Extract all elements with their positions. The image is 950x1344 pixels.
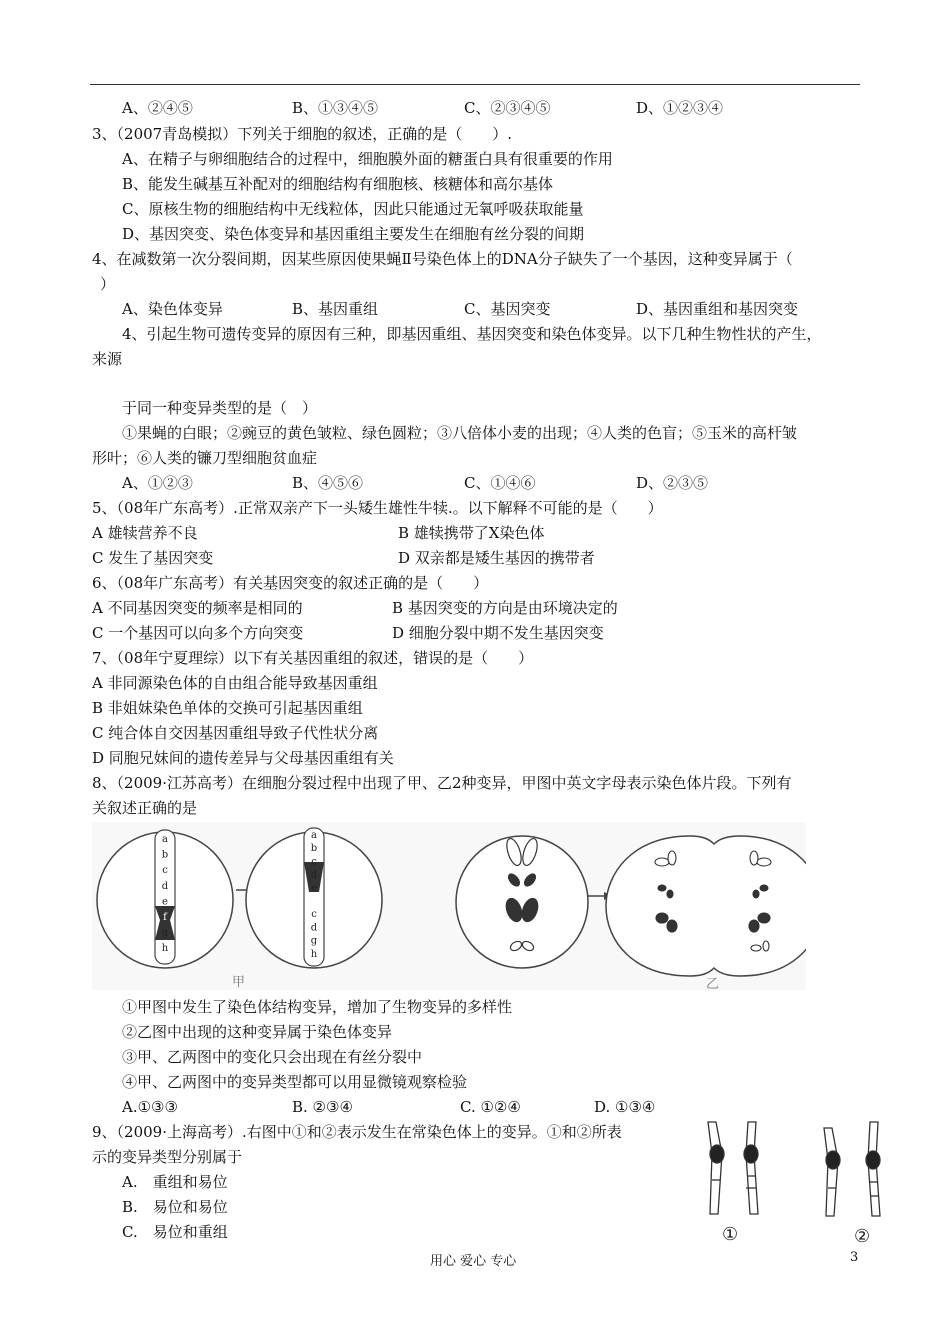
chromosome-pair-2: [824, 1122, 880, 1216]
cell-yi-before: [456, 836, 588, 968]
fig-label-yi: 乙: [706, 977, 720, 990]
gene-label: h: [310, 948, 318, 960]
q5-stem: 5、（08年广东高考）.正常双亲产下一头矮生雄性牛犊.。以下解释不可能的是（ ）: [92, 499, 663, 517]
chromosome-variation-diagram: [700, 1118, 900, 1248]
q8-statement-4: ④甲、乙两图中的变异类型都可以用显微镜观察检验: [122, 1073, 468, 1091]
q9-option-c: C. 易位和重组: [122, 1223, 228, 1241]
q6-option-a: A 不同基因突变的频率是相同的: [92, 599, 303, 617]
page-number: 3: [850, 1250, 859, 1265]
q3-option-b: B、能发生碱基互补配对的细胞结构有细胞核、核糖体和高尔基体: [122, 175, 554, 193]
q4b-option-b: B、④⑤⑥: [292, 474, 364, 492]
gene-label: f: [312, 896, 316, 907]
q9-figure: [700, 1118, 900, 1248]
q5-option-c: C 发生了基因突变: [92, 549, 214, 567]
fig-label-2: ②: [854, 1226, 871, 1247]
q9-option-b: B. 易位和易位: [122, 1198, 228, 1216]
gene-label: c: [311, 909, 317, 921]
q7-option-c: C 纯合体自交因基因重组导致子代性状分离: [92, 724, 379, 742]
chromosome-pair-1: [708, 1122, 758, 1214]
q6-stem: 6、（08年广东高考）有关基因突变的叙述正确的是（ ）: [92, 574, 489, 592]
q3-option-d: D、基因突变、染色体变异和基因重组主要发生在细胞有丝分裂的间期: [122, 225, 585, 243]
q5-option-a: A 雄犊营养不良: [92, 524, 198, 542]
q5-option-d: D 双亲都是矮生基因的携带者: [398, 549, 595, 567]
q6-option-d: D 细胞分裂中期不发生基因突变: [392, 624, 604, 642]
gene-label: a: [311, 830, 317, 841]
cell-yi-after: [606, 836, 806, 976]
fig-label-jia: 甲: [232, 975, 246, 990]
q3-option-a: A、在精子与卵细胞结合的过程中，细胞膜外面的糖蛋白具有很重要的作用: [122, 150, 613, 168]
q7-option-a: A 非同源染色体的自由组合能导致基因重组: [92, 674, 378, 692]
q9-stem-line2: 示的变异类型分别属于: [92, 1148, 243, 1166]
gene-label: b: [310, 843, 318, 855]
q6-option-c: C 一个基因可以向多个方向突变: [92, 624, 304, 642]
q4b-line3: 于同一种变异类型的是（ ）: [122, 399, 318, 417]
q4b-line1: 4、引起生物可遗传变异的原因有三种，即基因重组、基因突变和染色体变异。以下几种生物性状的产生，: [122, 325, 822, 343]
q8-statement-1: ①甲图中发生了染色体结构变异，增加了生物变异的多样性: [122, 998, 513, 1016]
q6-option-b: B 基因突变的方向是由环境决定的: [392, 599, 618, 617]
q9-option-a: A. 重组和易位: [122, 1173, 228, 1191]
q4b-line4: ①果蝇的白眼；②豌豆的黄色皱粒、绿色圆粒；③八倍体小麦的出现；④人类的色盲；⑤玉米的高杆皱: [122, 424, 798, 442]
header-rule: [90, 84, 860, 85]
q8-option-a: A.①③③: [122, 1098, 178, 1116]
q7-stem: 7、（08年宁夏理综）以下有关基因重组的叙述，错误的是（ ）: [92, 649, 534, 667]
q4b-option-d: D、②③⑤: [636, 474, 709, 492]
q4-option-b: B、基因重组: [292, 300, 379, 318]
q4-stem-line1: 4、在减数第一次分裂间期，因某些原因使果蝇Ⅱ号染色体上的DNA分子缺失了一个基因，这种变异属于（: [92, 250, 793, 268]
gene-label: d: [161, 880, 169, 892]
gene-label: c: [162, 865, 168, 877]
gene-label: g: [161, 927, 169, 939]
gene-label: c: [311, 856, 317, 868]
q4-option-c: C、基因突变: [464, 300, 551, 318]
q8-option-b: B. ②③④: [292, 1098, 353, 1116]
q3-stem: 3、（2007青岛模拟）下列关于细胞的叙述，正确的是（ ）.: [92, 125, 512, 143]
gene-label: d: [310, 869, 318, 881]
q4b-option-a: A、①②③: [122, 474, 193, 492]
fig-label-1: ①: [722, 1224, 739, 1245]
q3-option-c: C、原核生物的细胞结构中无线粒体，因此只能通过无氧呼吸获取能量: [122, 200, 584, 218]
q8-stem-line1: 8、（2009·江苏高考）在细胞分裂过程中出现了甲、乙2种变异，甲图中英文字母表示染色体片段。下列有: [92, 774, 792, 792]
q5-option-b: B 雄犊携带了X染色体: [398, 524, 545, 542]
q2-option-d: D、①②③④: [636, 99, 724, 117]
q2-option-b: B、①③④⑤: [292, 99, 379, 117]
q2-option-a: A、②④⑤: [122, 99, 193, 117]
gene-label: h: [161, 943, 169, 955]
q4-stem-line2: ）: [100, 275, 116, 293]
gene-label: e: [311, 882, 317, 894]
q4b-line5: 形叶；⑥人类的镰刀型细胞贫血症: [92, 449, 318, 467]
gene-label: g: [310, 935, 318, 947]
q8-statement-3: ③甲、乙两图中的变化只会出现在有丝分裂中: [122, 1048, 423, 1066]
gene-label: d: [310, 922, 318, 934]
q7-option-d: D 同胞兄妹间的遗传差异与父母基因重组有关: [92, 749, 394, 767]
q2-option-c: C、②③④⑤: [464, 99, 551, 117]
q7-option-b: B 非姐妹染色单体的交换可引起基因重组: [92, 699, 363, 717]
q4-option-a: A、染色体变异: [122, 300, 223, 318]
q8-statement-2: ②乙图中出现的这种变异属于染色体变异: [122, 1023, 393, 1041]
gene-label: a: [162, 834, 168, 845]
q4b-line2: 来源: [92, 350, 123, 368]
footer-text: 用心 爱心 专心: [430, 1254, 517, 1269]
q8-figure: [92, 822, 806, 990]
q8-option-d: D. ①③④: [594, 1098, 656, 1116]
cell-division-diagram: [92, 822, 806, 990]
q4b-option-c: C、①④⑥: [464, 474, 536, 492]
gene-label: e: [162, 896, 168, 908]
q8-option-c: C. ①②④: [460, 1098, 521, 1116]
gene-label: b: [161, 849, 169, 861]
q4-option-d: D、基因重组和基因突变: [636, 300, 799, 318]
q8-stem-line2: 关叙述正确的是: [92, 799, 198, 817]
gene-label: f: [163, 912, 167, 923]
q9-stem-line1: 9、（2009·上海高考）.右图中①和②表示发生在常染色体上的变异。①和②所表: [92, 1123, 622, 1141]
